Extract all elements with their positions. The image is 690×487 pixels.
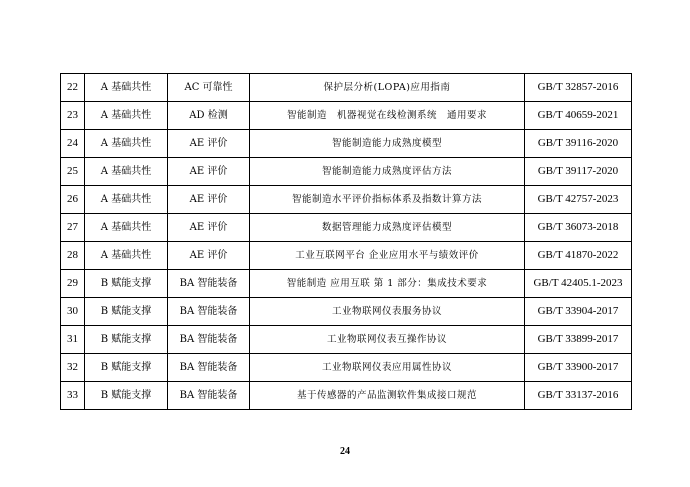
category-cell: B 赋能支撑 [85, 326, 168, 354]
standard-name-cell: 保护层分析(LOPA)应用指南 [250, 74, 525, 102]
subcategory-cell: BA 智能装备 [168, 298, 250, 326]
standard-name-cell: 工业物联网仪表互操作协议 [250, 326, 525, 354]
row-number: 26 [61, 186, 85, 214]
table-row [61, 102, 632, 130]
row-number: 22 [61, 74, 85, 102]
standard-name-cell: 智能制造 机器视觉在线检测系统 通用要求 [250, 102, 525, 130]
row-number: 23 [61, 102, 85, 130]
row-number: 28 [61, 242, 85, 270]
row-number: 31 [61, 326, 85, 354]
standard-code-cell: GB/T 33137-2016 [525, 382, 632, 410]
category-cell: A 基础共性 [85, 102, 168, 130]
category-cell: B 赋能支撑 [85, 298, 168, 326]
standard-name-cell: 智能制造 应用互联 第 1 部分：集成技术要求 [250, 270, 525, 298]
standard-code-cell: GB/T 33899-2017 [525, 326, 632, 354]
standard-name-cell: 智能制造能力成熟度评估方法 [250, 158, 525, 186]
category-cell: A 基础共性 [85, 158, 168, 186]
row-number: 32 [61, 354, 85, 382]
standard-name-cell: 工业物联网仪表应用属性协议 [250, 354, 525, 382]
category-cell: B 赋能支撑 [85, 354, 168, 382]
standard-code-cell: GB/T 33900-2017 [525, 354, 632, 382]
standard-code-cell: GB/T 41870-2022 [525, 242, 632, 270]
standards-table-body [61, 74, 632, 410]
subcategory-cell: BA 智能装备 [168, 354, 250, 382]
subcategory-cell: BA 智能装备 [168, 270, 250, 298]
category-cell: A 基础共性 [85, 74, 168, 102]
standard-code-cell: GB/T 40659-2021 [525, 102, 632, 130]
page-number: 24 [340, 446, 350, 457]
subcategory-cell: BA 智能装备 [168, 382, 250, 410]
row-number: 29 [61, 270, 85, 298]
table-row [61, 214, 632, 242]
table-row [61, 298, 632, 326]
table-row [61, 270, 632, 298]
standard-code-cell: GB/T 42405.1-2023 [525, 270, 632, 298]
subcategory-cell: BA 智能装备 [168, 326, 250, 354]
standard-code-cell: GB/T 42757-2023 [525, 186, 632, 214]
table-row [61, 158, 632, 186]
standard-name-cell: 基于传感器的产品监测软件集成接口规范 [250, 382, 525, 410]
table-row [61, 382, 632, 410]
category-cell: B 赋能支撑 [85, 382, 168, 410]
row-number: 33 [61, 382, 85, 410]
standard-code-cell: GB/T 36073-2018 [525, 214, 632, 242]
standard-code-cell: GB/T 39116-2020 [525, 130, 632, 158]
subcategory-cell: AE 评价 [168, 130, 250, 158]
standard-code-cell: GB/T 39117-2020 [525, 158, 632, 186]
subcategory-cell: AD 检测 [168, 102, 250, 130]
table-row [61, 130, 632, 158]
standard-name-cell: 工业物联网仪表服务协议 [250, 298, 525, 326]
subcategory-cell: AE 评价 [168, 186, 250, 214]
standard-name-cell: 数据管理能力成熟度评估模型 [250, 214, 525, 242]
row-number: 30 [61, 298, 85, 326]
table-row [61, 354, 632, 382]
subcategory-cell: AE 评价 [168, 242, 250, 270]
category-cell: B 赋能支撑 [85, 270, 168, 298]
row-number: 24 [61, 130, 85, 158]
category-cell: A 基础共性 [85, 130, 168, 158]
subcategory-cell: AE 评价 [168, 214, 250, 242]
row-number: 25 [61, 158, 85, 186]
standard-name-cell: 智能制造能力成熟度模型 [250, 130, 525, 158]
category-cell: A 基础共性 [85, 186, 168, 214]
standard-code-cell: GB/T 32857-2016 [525, 74, 632, 102]
standard-code-cell: GB/T 33904-2017 [525, 298, 632, 326]
table-row [61, 74, 632, 102]
standard-name-cell: 智能制造水平评价指标体系及指数计算方法 [250, 186, 525, 214]
standards-table [60, 73, 632, 410]
row-number: 27 [61, 214, 85, 242]
category-cell: A 基础共性 [85, 214, 168, 242]
table-row [61, 186, 632, 214]
category-cell: A 基础共性 [85, 242, 168, 270]
subcategory-cell: AE 评价 [168, 158, 250, 186]
standard-name-cell: 工业互联网平台 企业应用水平与绩效评价 [250, 242, 525, 270]
table-row [61, 326, 632, 354]
table-row [61, 242, 632, 270]
subcategory-cell: AC 可靠性 [168, 74, 250, 102]
